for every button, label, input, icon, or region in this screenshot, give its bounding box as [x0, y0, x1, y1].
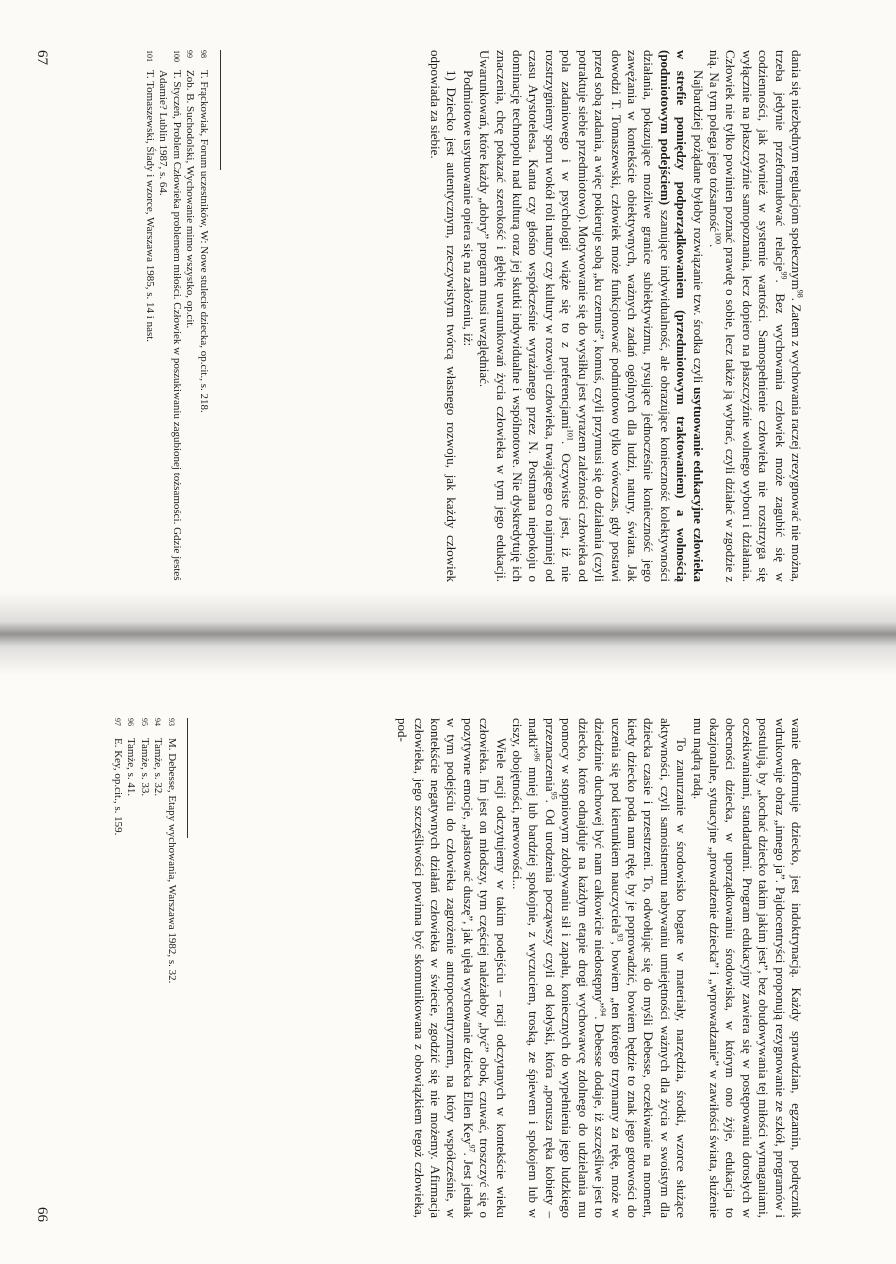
footnote-ref: 93 [614, 933, 624, 942]
bold-phrase: usytuowanie edukacyjne człowieka w strefie pomiędzy podporządkowaniem (przedmiotowym traktowaniem) a wolnością (podmiotowym podejściem) [657, 50, 706, 582]
footnote: 96 Tamże, s. 41. [125, 718, 138, 797]
footnote-rule [220, 50, 221, 170]
footnote: 93 M. Debesse, Etapy wychowania, Warszawa 1982, s. 32. [166, 718, 178, 984]
footnote-ref: 95 [549, 791, 559, 800]
paragraph: Podmiotowe usytuowanie opiera się na założeniu, iż: [460, 70, 476, 347]
footnote: 100 T. Styczeń, Problem Człowieka problemem miłości. Człowiek w poszukiwaniu zagubionej tożsamości. Gdzie jesteś Adamie? Lublin 1987, s. 64. [157, 50, 183, 581]
page-body [427, 50, 804, 582]
book-gutter-shadow [0, 592, 896, 676]
paragraph: Najbardziej pożądane byłoby rozwiązanie tzw. środka czyli usytuowanie edukacyjne człowieka w strefie pomiędzy podporządkowaniem (przedmiotowym traktowaniem) a wolnością (podmiotowym podejściem) szanujące indywidualność, ale obrazujące konieczność kolektywności działania, pokazujące możliwe granice subiektywizmu, rysujące jednocześnie konieczność jego zawężania w kontekście obiektywnych, ważnych zadań ogólnych dla ludzi, natury, świata. Jak dowodzi T. Tomaszewski, człowiek może funkcjonować podmiotowo tylko wówczas, gdy postawi przed sobą zadania, a więc pokieruje sobą „ku czemuś”, komuś, czyli przymusi się do działania (czyli potraktuje siebie przedmiotowo). Motywowanie się do wysiłku jest wyrazem zależności człowieka od pola zadaniowego i w psychologii wiąże się to z preferencjami$^{101}$. Oczywiste jest, iż nie rozstrzygniemy sporu wokół roli natury czy kultury w rozwoju człowieka, trwającego co najmniej od czasu Arystotelesa. Kanta czy głośno współcześnie wyrażanego przez N. Postmana niepokoju o dominację technopolu nad kulturą oraz jej skutki indywidualne i wspólnotowe. Nie dyskredytuję ich znaczenia, chcę pokazać szerokość i głębię uwarunkowań życia człowieka w tym jego edukacji. Uwarunkowań, które każdy „dobry” program musi uwzględniać. [477, 50, 706, 583]
footnote-ref: 97 [467, 1144, 477, 1153]
page-number: 67 [34, 50, 50, 65]
footnote-ref: 99 [778, 271, 788, 280]
page-66 [0, 632, 896, 1264]
footnotes [142, 50, 210, 582]
paragraph: dania się niezbędnym regulacjom społecznym$^{98}$. Zatem z wychowania raczej zrezygnować nie można, trzeba jedynie przeformułować relacje$^{99}$. Bez wychowania człowiek może zagubić się w codzienności, jak również w systemie wartości. Samospełnienie człowieka nie rozstrzyga się wyłącznie na płaszczyźnie samopoznania, lecz dopiero na płaszczyźnie wolnego wyboru i działania. Człowiek nie tylko powinien poznać prawdę o sobie, lecz także ją wybrać, czyli działać w zgodzie z nią. Na tym polega jego tożsamość$^{100}$. [706, 50, 805, 583]
footnote-ref: 94 [598, 1008, 608, 1017]
paragraph: 1) Dziecko jest autentycznym, rzeczywistym twórcą własnego rozwoju, jak każdy człowiek odpowiada za siebie. [428, 50, 460, 582]
footnote: 99 Zob. B. Suchodolski, Wychowanie mimo wszystko, op.cit. [184, 50, 197, 329]
paragraph: Wiele racji odczytujemy w takim podejściu – racji odczytanych w kontekście wieku człowieka. Im jest on młodszy, tym częściej należałoby „być” obok, czuwać, troszczyć się o pozytywne emocje, „płastować duszę”, jak ujęła wychowanie dziecka Ellen Key$^{97}$. Jest jednak w tym podejściu do człowieka zagrożenie antropocentryzmem, na który współcześnie, w kontekście negatywnych działań człowieka w świecie, zgodzić się nie możemy. Afirmacja człowieka, jego szczęśliwości powinna być skomunikowana z obowiązkiem tegoż człowieka, pod- [395, 718, 509, 1218]
footnote-rule [187, 718, 188, 838]
page-body [394, 718, 804, 1218]
paragraph: wanie deformuje dziecko, jest indoktrynacją. Każdy sprawdzian, egzamin, podręcznik wdrukowuje obraz „innego ja”. Pajdocentryści proponują rezygnowanie ze szkół, programów i postulują, by „kochać dziecko takim jakim jest”, bez obudowywania tej miłości wymaganiami, oczekiwaniami, standardami. Program edukacyjny zawiera się w postępowaniu dorosłych w obecności dziecka, w uporządkowaniu środowiska, w którym ono żyje, edukacja to okazjonalne, sytuacyjne „prowadzenie dziecka” i „wprowadzanie” w zawiłości świata, służenie mu mądrą radą. [690, 718, 804, 1218]
footnote: 101 T. Tomaszewski, Ślady i wzorce, Warszawa 1985, s. 14 i nast. [143, 50, 156, 343]
paragraph: To zanurzanie w środowisko bogate w materiały, narzędzia, środki, wzorce służące aktywności, czyli samoistnemu nabywaniu umiejętności ważnych dla życia w swoistym dla dziecka czasie i przestrzeni. To, odwołując się do myśli Debesse, oczekiwanie na moment, kiedy dziecko poda nam rękę, by je poprowadzić, bowiem będzie to znak jego gotowości do uczenia się pod kierunkiem nauczyciela$^{93}$, bowiem „ten którego trzymamy za rękę, może w dziedzinie duchowej być nam całkowicie niedostępny”$^{94}$. Debesse dodaje, iż szczęśliwe jest to dziecko, które odnajduje na każdym etapie drogi wychowawcę zdolnego do udzielania mu pomocy w stopniowym zdobywaniu sił i zapału, koniecznych do wypełnienia jego ludzkiego przeznaczenia$^{95}$. Od urodzenia począwszy czyli od kołyski, która „porusza ręka kobiety – matki”$^{96}$ mniej lub bardziej spokojnie, z wyczuciem, troską, ze śpiewem i spokojem lub w ciszy, obojętności, nerwowości... [510, 718, 690, 1218]
footnote: 94 Tamże, s. 32. [152, 718, 165, 797]
page-number: 66 [34, 1207, 50, 1222]
footnote-ref: 101 [565, 429, 575, 442]
footnote-ref: 96 [532, 753, 542, 762]
footnote-ref: 100 [713, 231, 723, 244]
footnote-ref: 98 [795, 289, 805, 298]
footnote: 97 E. Key, op.cit., s. 159. [111, 718, 124, 836]
footnote: 95 Tamże, s. 33. [138, 718, 151, 797]
footnote: 98 T. Frąckowiak, Forum uczestników, W: Nowe stulecie dziecka, op.cit., s. 218. [198, 50, 210, 413]
footnotes [110, 718, 178, 1218]
